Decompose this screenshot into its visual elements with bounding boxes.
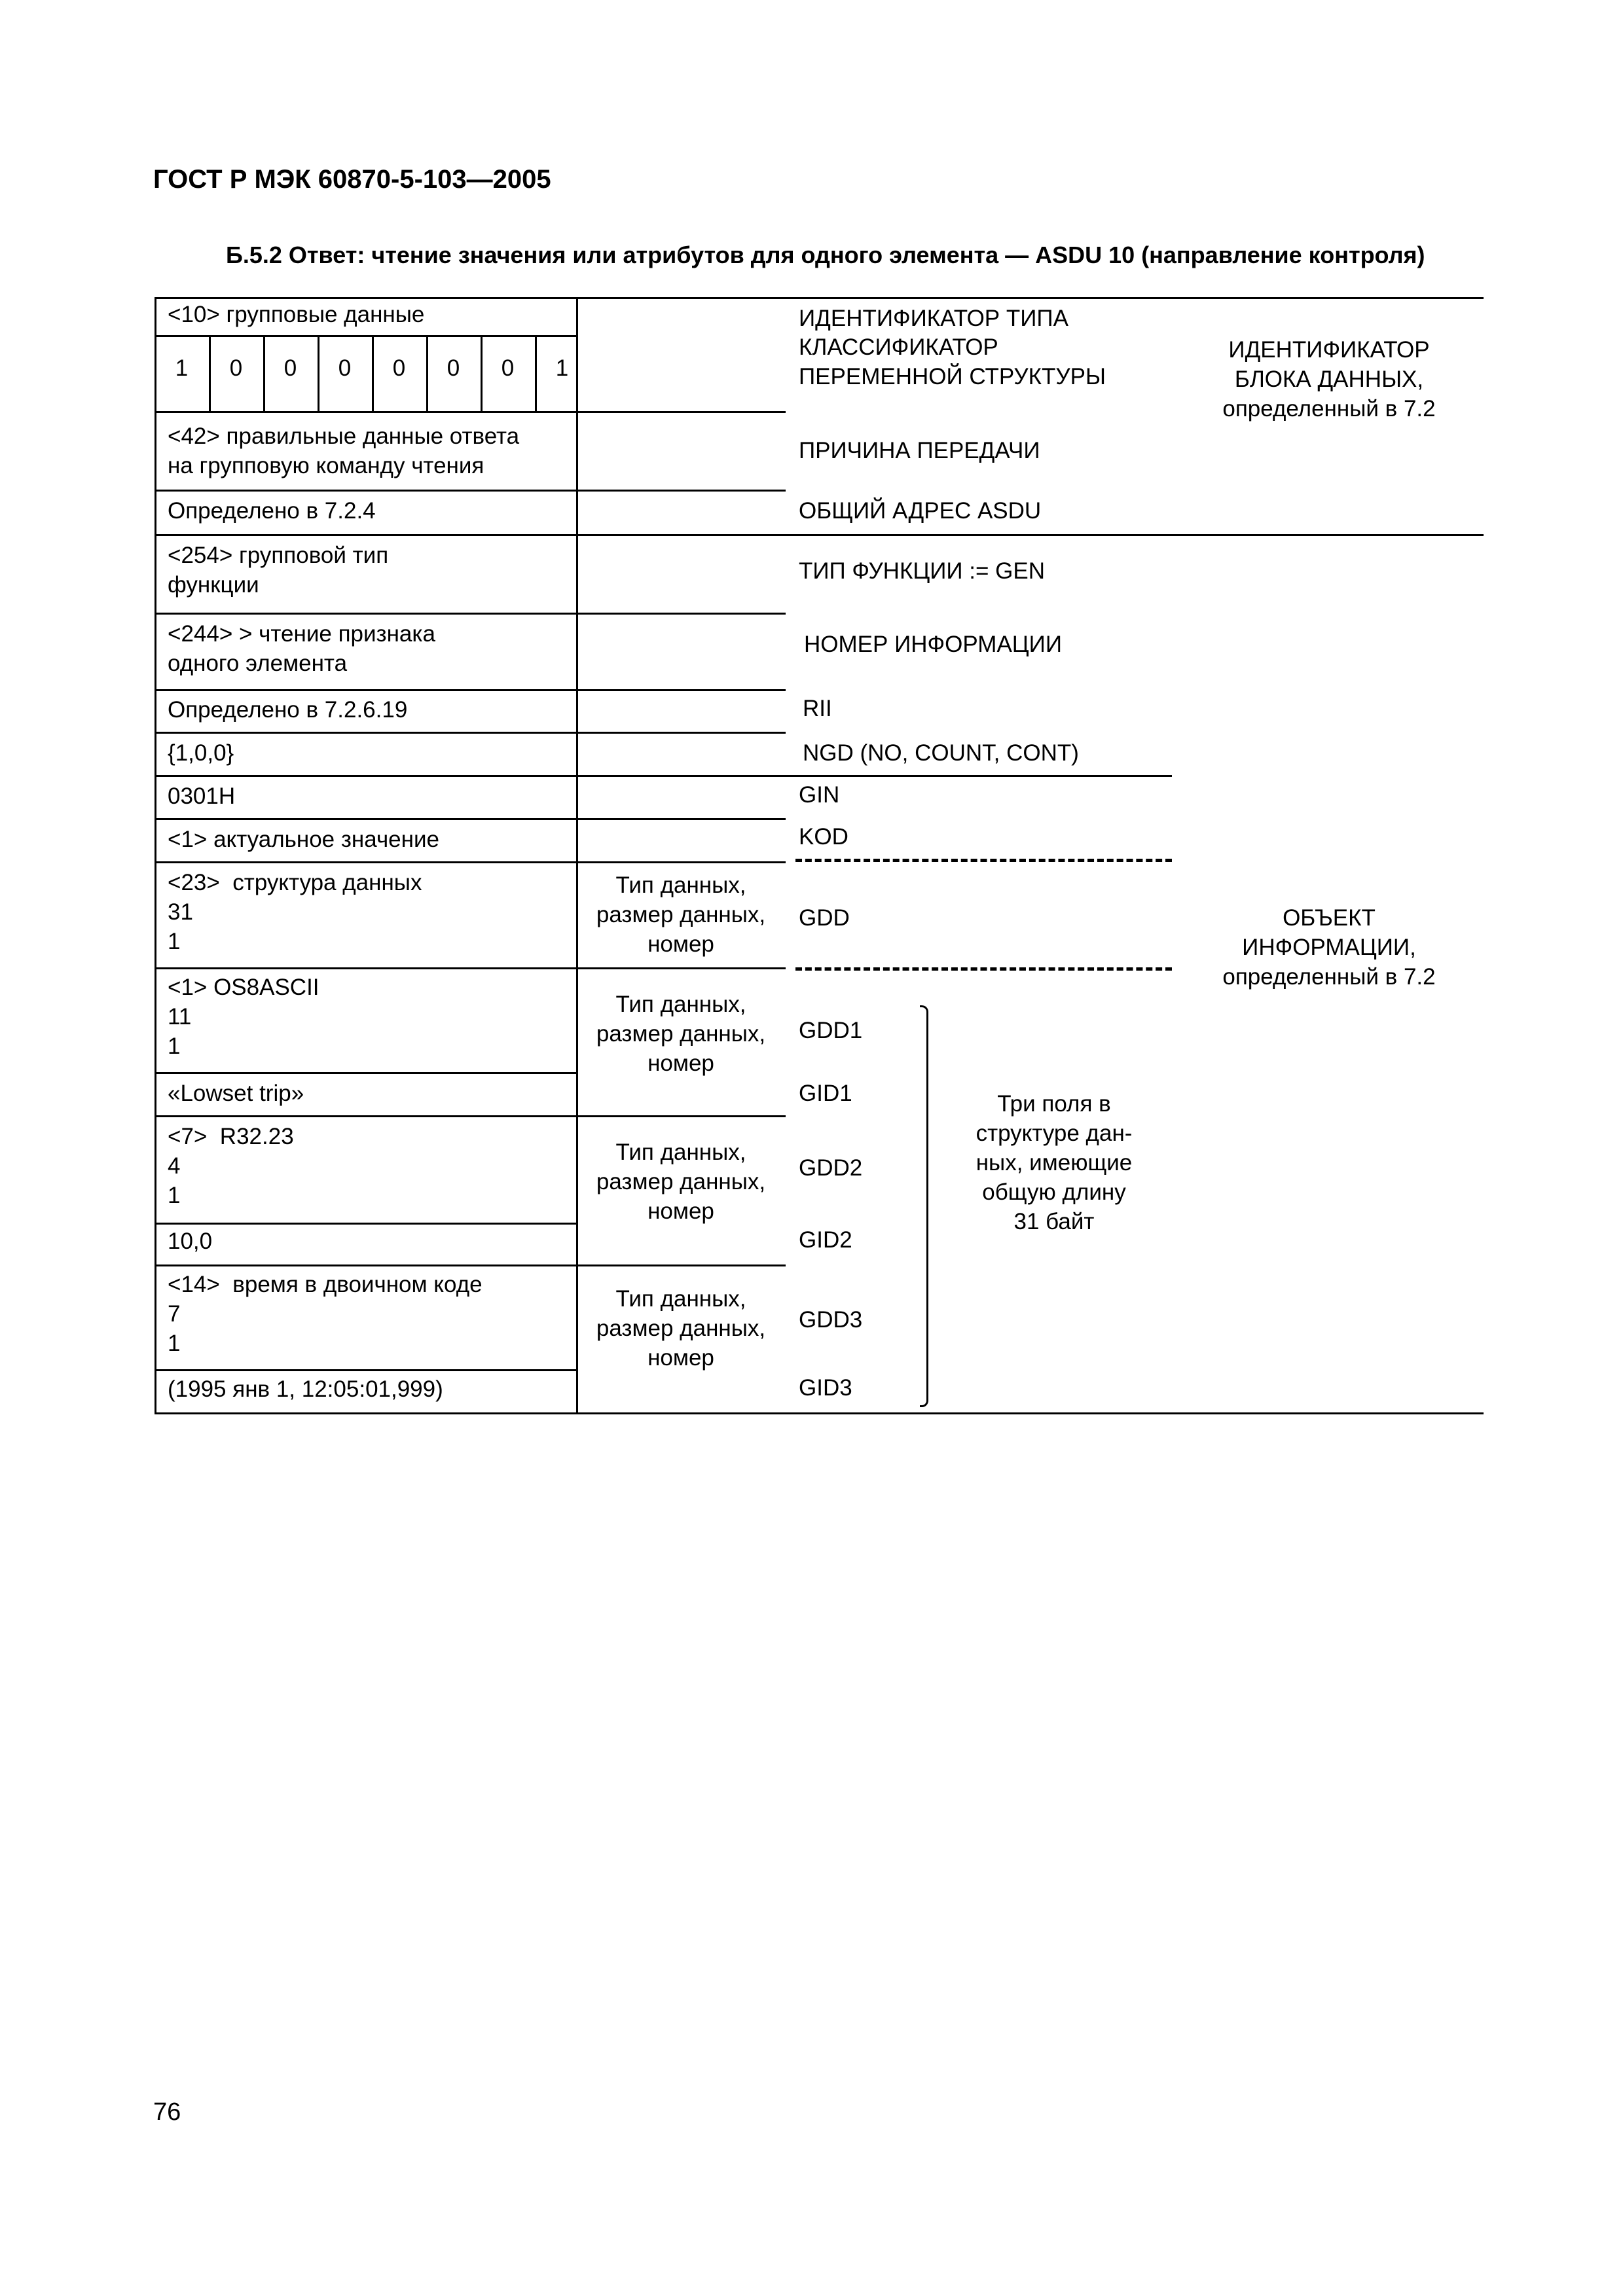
value-cell: «Lowset trip»: [168, 1081, 304, 1106]
dashed-line: [795, 967, 1172, 971]
table-bottom-border: [155, 1412, 1484, 1414]
row-line: [155, 335, 576, 337]
bit-cell: 0: [283, 355, 297, 381]
type-size-cell: Тип данных, размер данных, номер: [596, 1139, 766, 1224]
row-line: [155, 613, 786, 615]
bit-cell: 1: [175, 355, 189, 381]
field-vsq: КЛАССИФИКАТОР ПЕРЕМЕННОЙ СТРУКТУРЫ: [799, 334, 1106, 389]
value-cell: <10> групповые данные: [168, 302, 425, 327]
value-cell: 10,0: [168, 1229, 213, 1254]
value-cell: <14> время в двоичном коде 7 1: [168, 1272, 483, 1356]
row-line: [155, 861, 786, 863]
value-cell: <7> R32.23 4 1: [168, 1124, 294, 1208]
note-info-object: ОБЪЕКТ ИНФОРМАЦИИ, определенный в 7.2: [1222, 905, 1436, 990]
value-cell: <1> OS8ASCII 11 1: [168, 975, 319, 1059]
table-left-border: [155, 297, 156, 1413]
bit-cell: 0: [338, 355, 352, 381]
column-divider: [576, 297, 578, 1413]
row-line: [155, 775, 1172, 777]
field-info-number: НОМЕР ИНФОРМАЦИИ: [804, 632, 1062, 657]
note-block-id: ИДЕНТИФИКАТОР БЛОКА ДАННЫХ, определенный в 7.2: [1222, 337, 1436, 422]
field-gdd2: GDD2: [799, 1155, 863, 1181]
value-cell: 0301H: [168, 783, 236, 809]
table-top-border: [155, 297, 1484, 299]
field-kod: KOD: [799, 824, 848, 850]
bracket: [920, 1005, 928, 1407]
bit-cell: 0: [392, 355, 406, 381]
row-line: [155, 967, 786, 969]
row-line: [155, 818, 786, 820]
bit-cell: 0: [447, 355, 460, 381]
value-cell: <254> групповой тип функции: [168, 543, 389, 598]
value-cell: {1,0,0}: [168, 740, 234, 766]
page-number: 76: [153, 2098, 181, 2126]
value-cell: Определено в 7.2.6.19: [168, 697, 408, 723]
field-rii: RII: [803, 696, 832, 721]
row-line: [155, 732, 786, 734]
value-cell: <42> правильные данные ответа на групповую команду чтения: [168, 423, 520, 478]
value-cell: Определено в 7.2.4: [168, 498, 376, 524]
note-three-fields: Три поля в структуре дан- ных, имеющие общую длину 31 байт: [976, 1091, 1133, 1234]
field-gid2: GID2: [799, 1227, 852, 1253]
field-gdd: GDD: [799, 905, 850, 931]
row-line: [155, 1115, 786, 1117]
row-line: [155, 1369, 576, 1371]
document-header: ГОСТ Р МЭК 60870-5-103—2005: [153, 165, 551, 194]
value-cell: <244> > чтение признака одного элемента: [168, 621, 435, 676]
value-cell: <23> структура данных 31 1: [168, 870, 422, 954]
row-line: [155, 1265, 786, 1266]
field-ngd: NGD (NO, COUNT, CONT): [803, 740, 1079, 766]
value-cell: (1995 янв 1, 12:05:01,999): [168, 1376, 443, 1402]
row-line: [155, 411, 786, 413]
bit-cell: 1: [555, 355, 569, 381]
table-caption: Б.5.2 Ответ: чтение значения или атрибутов для одного элемента — ASDU 10 (направление контроля): [226, 242, 1425, 268]
field-function-type: ТИП ФУНКЦИИ := GEN: [799, 558, 1046, 584]
field-cot: ПРИЧИНА ПЕРЕДАЧИ: [799, 438, 1040, 463]
bit-cell: 0: [501, 355, 515, 381]
row-line: [155, 1072, 576, 1074]
field-gdd1: GDD1: [799, 1018, 863, 1043]
dashed-line: [795, 859, 1172, 862]
field-gid3: GID3: [799, 1375, 852, 1401]
field-type-id: ИДЕНТИФИКАТОР ТИПА: [799, 306, 1068, 331]
row-line: [155, 689, 786, 691]
type-size-cell: Тип данных, размер данных, номер: [596, 992, 766, 1076]
field-gid1: GID1: [799, 1081, 852, 1106]
value-cell: <1> актуальное значение: [168, 827, 439, 852]
type-size-cell: Тип данных, размер данных, номер: [596, 1286, 766, 1371]
row-line: [155, 1223, 576, 1225]
type-size-cell: Тип данных, размер данных, номер: [596, 872, 766, 957]
field-asdu-address: ОБЩИЙ АДРЕС ASDU: [799, 498, 1042, 524]
field-gin: GIN: [799, 782, 840, 808]
bit-cell: 0: [229, 355, 243, 381]
block-separator-line: [155, 534, 1484, 536]
field-gdd3: GDD3: [799, 1307, 863, 1333]
row-line: [155, 490, 786, 492]
